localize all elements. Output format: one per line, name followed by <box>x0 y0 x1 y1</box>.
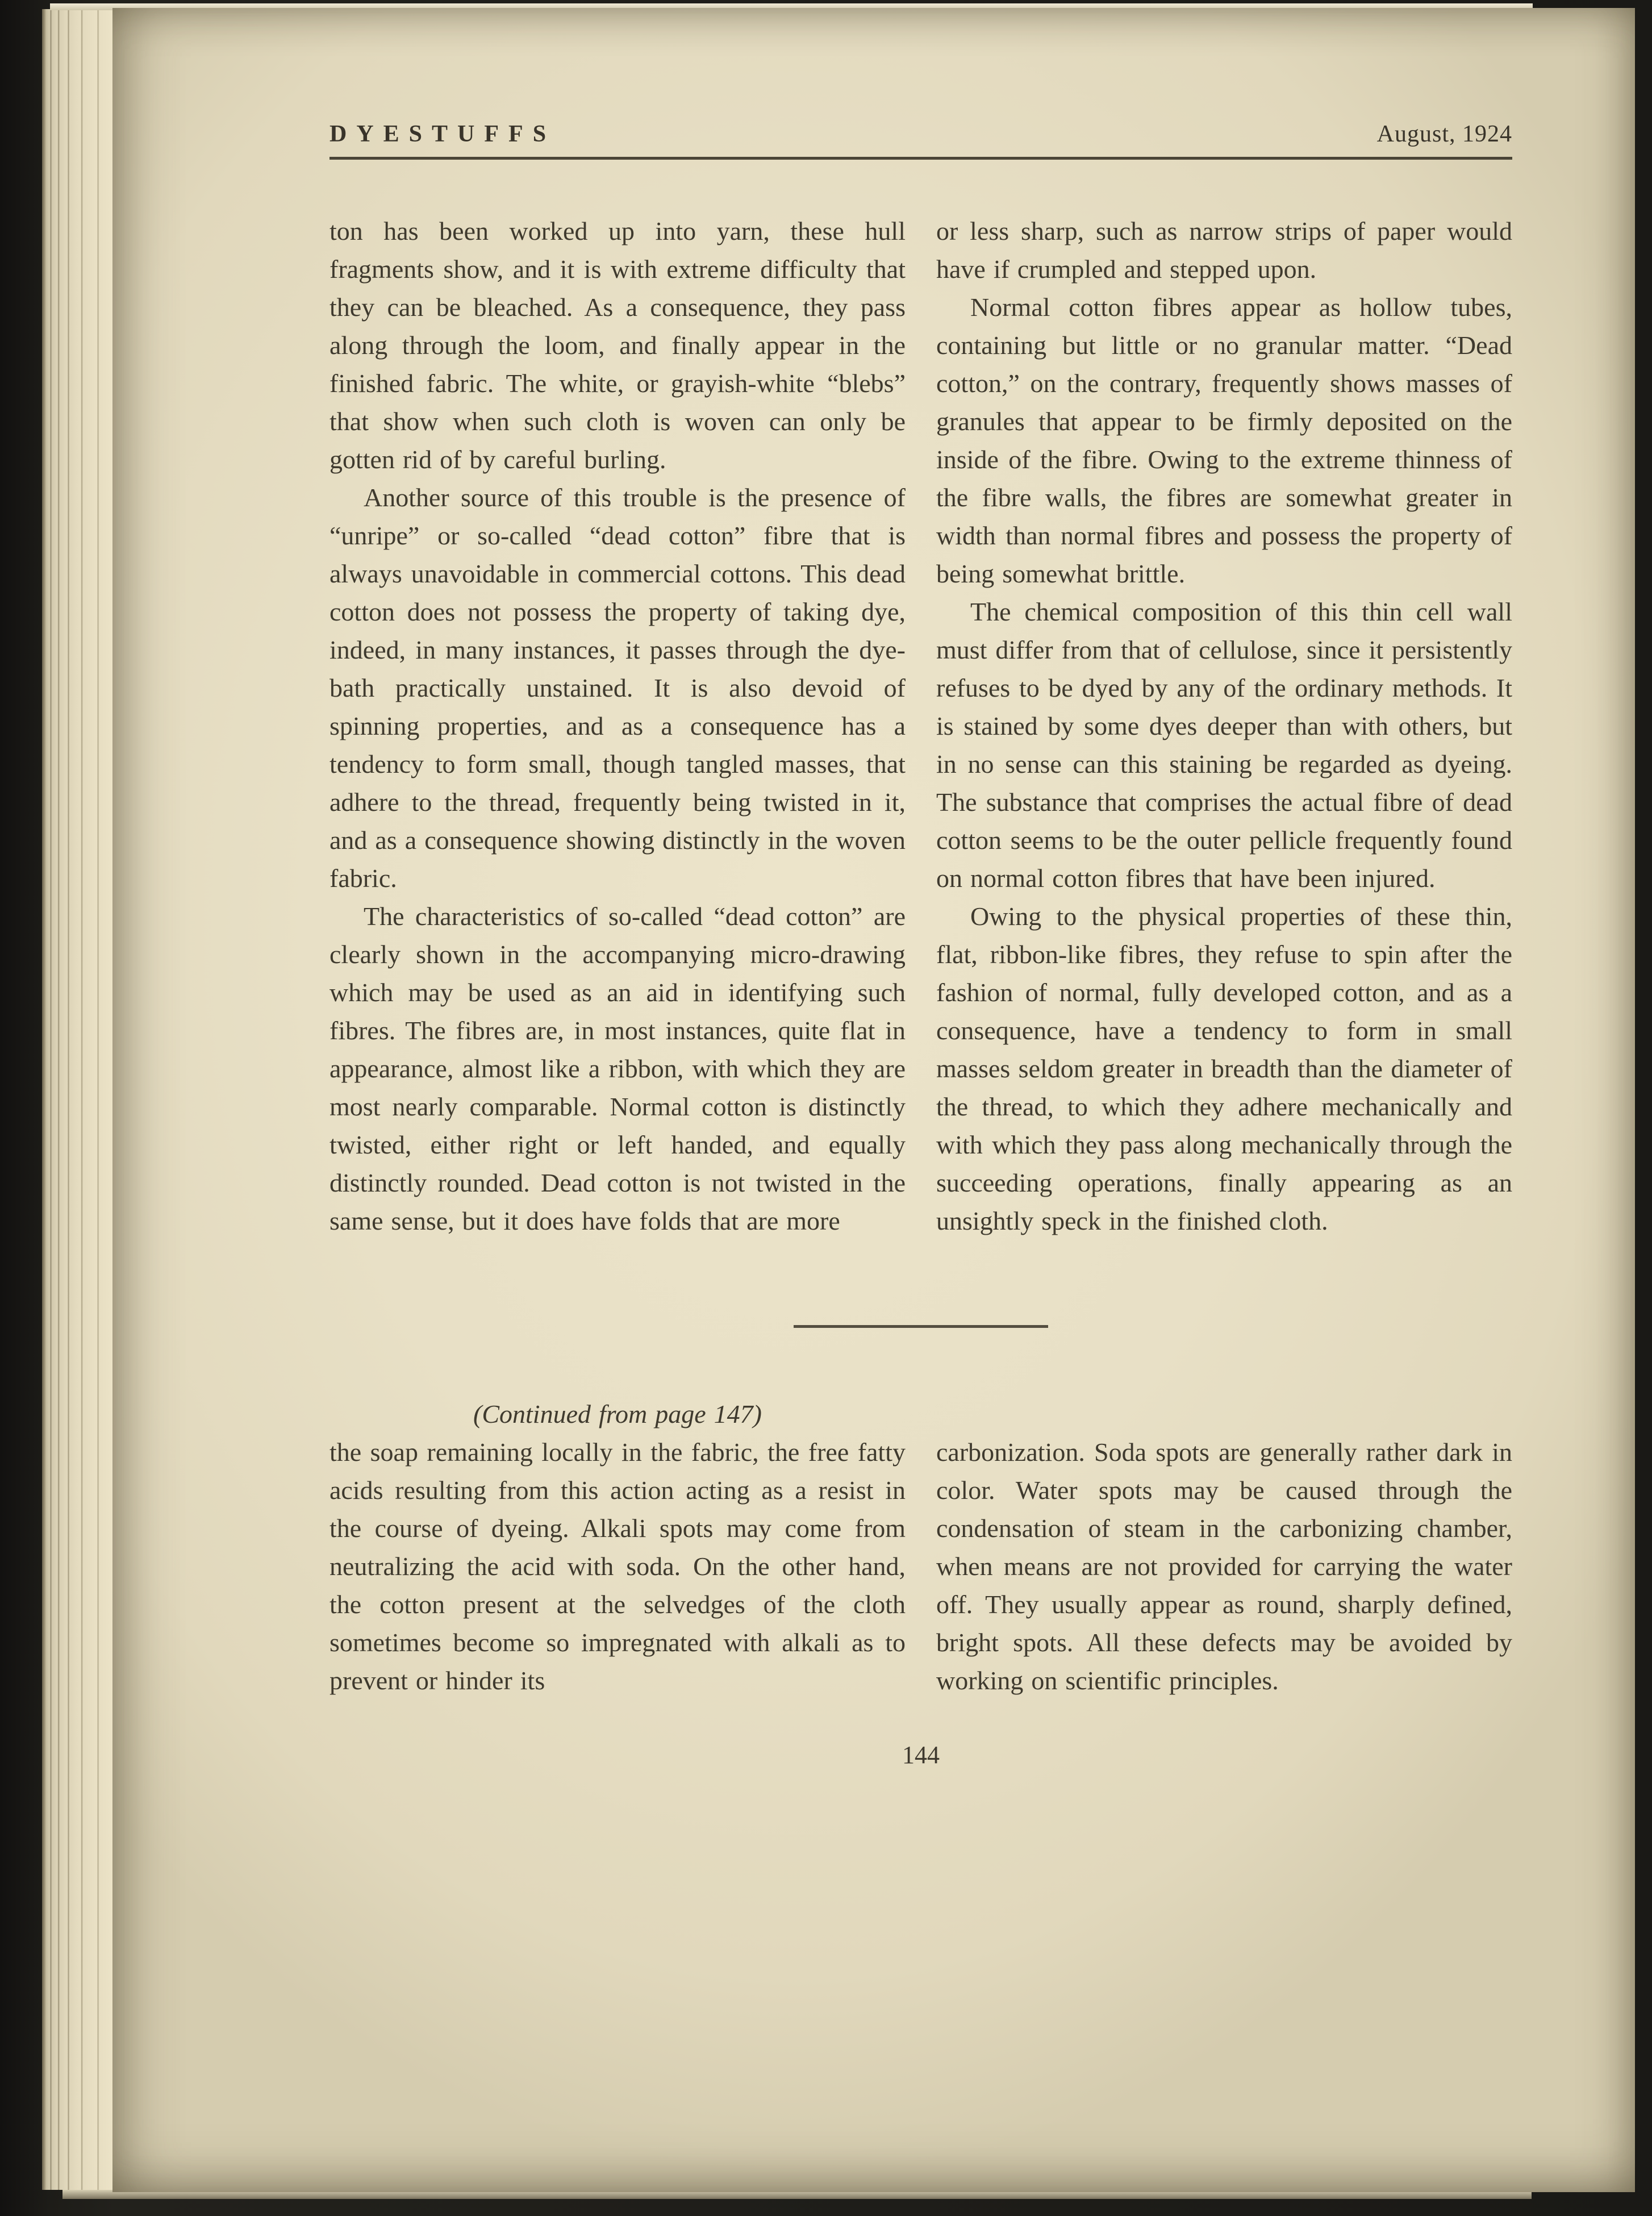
issue-date: August, 1924 <box>1376 121 1512 147</box>
paragraph: The characteristics of so-called “dead cotton” are clearly shown in the accompanying micro-drawing which may be used as an aid in identifying such fibres. The fibres are, in most instances, quite flat in appearance, almost like a ribbon, with which they are most nearly comparable. Normal cotton is distinctly twisted, either right or left handed, and equally distinctly rounded. Dead cotton is not twisted in the same sense, but it does have folds that are more <box>329 902 906 1235</box>
paragraph: or less sharp, such as narrow strips of paper would have if crumpled and stepped upon. <box>936 216 1512 284</box>
running-header <box>329 120 1512 148</box>
left-column <box>329 1395 906 1700</box>
paragraph: The chemical composition of this thin cell wall must differ from that of cellulose, since it persistently refuses to be dyed by any of the ordinary methods. It is stained by some dyes deeper than with others, but in no sense can this staining be regarded as dyeing. The substance that comprises the actual fibre of dead cotton seems to be the outer pellicle frequently found on normal cotton fibres that have been injured. <box>936 597 1512 893</box>
continuation-body <box>329 1395 1512 1700</box>
page-number: 144 <box>902 1741 940 1769</box>
journal-title: DYESTUFFS <box>329 121 556 147</box>
magazine-page <box>112 8 1635 2192</box>
paragraph: ton has been worked up into yarn, these hull fragments show, and it is with extreme difficulty that they can be bleached. As a consequence, they pass along through the loom, and finally appear in the finished fabric. The white, or grayish-white “blebs” that show when such cloth is woven can only be gotten rid of by careful burling. <box>329 216 906 474</box>
header-rule <box>329 157 1512 160</box>
paragraph: carbonization. Soda spots are generally rather dark in color. Water spots may be caused through the condensation of steam in the carbonizing chamber, when means are not provided for carrying the water off. They usually appear as round, sharply defined, bright spots. All these defects may be avoided by working on scientific principles. <box>936 1438 1512 1695</box>
right-column <box>936 1395 1512 1700</box>
paragraph: Owing to the physical properties of these thin, flat, ribbon-like fibres, they refuse to spin after the fashion of normal, fully developed cotton, and as a consequence, have a tendency to form in small masses seldom greater in breadth than the diameter of the thread, to which they adhere mechanically and with which they pass along mechanically through the succeeding operations, finally appearing as an unsightly speck in the finished cloth. <box>936 902 1512 1235</box>
paragraph: Another source of this trouble is the presence of “unripe” or so-called “dead cotton” fibre that is always unavoidable in commercial cottons. This dead cotton does not possess the property of taking dye, indeed, in many instances, it passes through the dye-bath practically unstained. It is also devoid of spinning properties, and as a consequence has a tendency to form small, though tangled masses, that adhere to the thread, frequently being twisted in it, and as a consequence showing distinctly in the woven fabric. <box>329 483 906 893</box>
section-divider-rule <box>794 1325 1048 1328</box>
right-column <box>936 212 1512 1240</box>
paragraph: the soap remaining locally in the fabric, the free fatty acids resulting from this action acting as a resist in the course of dyeing. Alkali spots may come from neutralizing the acid with soda. On the other hand, the cotton present at the selvedges of the cloth sometimes become so impregnated with alkali as to prevent or hinder its <box>329 1438 906 1695</box>
stacked-page-edges <box>42 9 112 2190</box>
continued-from-note: (Continued from page 147) <box>473 1399 762 1428</box>
page-content <box>112 8 1635 2192</box>
paragraph: Normal cotton fibres appear as hollow tubes, containing but little or no granular matter. “Dead cotton,” on the contrary, frequently shows masses of granules that appear to be firmly deposited on the inside of the fibre. Owing to the extreme thinness of the fibre walls, the fibres are somewhat greater in width than normal fibres and possess the property of being somewhat brittle. <box>936 293 1512 588</box>
left-column <box>329 212 906 1240</box>
article-body <box>329 212 1512 1240</box>
